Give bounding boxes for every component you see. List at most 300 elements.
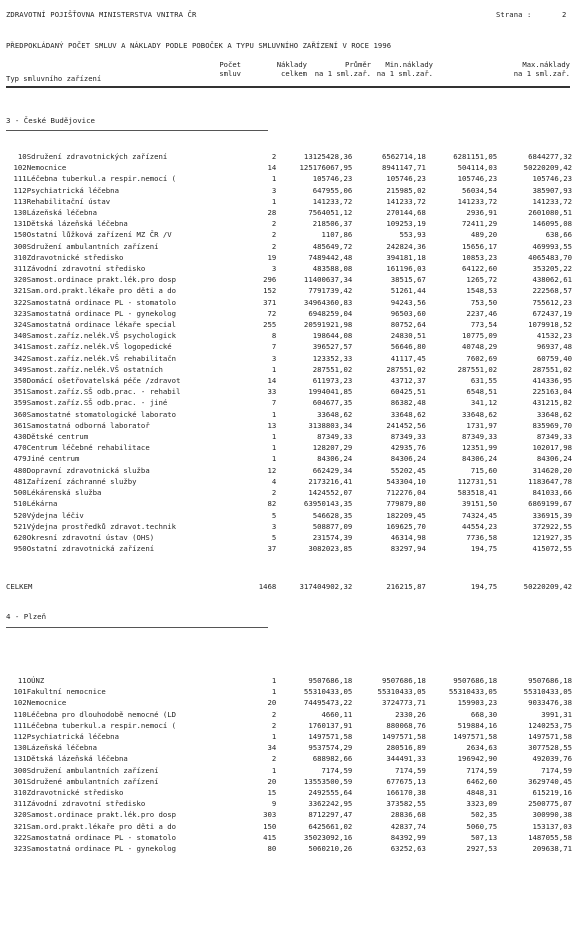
contract-count: 296 <box>263 275 277 285</box>
type-name: Nemocnice <box>26 698 67 708</box>
min-cost: 87349,33 <box>462 432 498 442</box>
type-name: Nemocnice <box>26 163 67 173</box>
max-cost: 102017,98 <box>532 443 572 453</box>
type-name: Fakultní nemocnice <box>26 687 106 697</box>
max-cost: 3629740,45 <box>528 776 572 786</box>
type-code: 430 <box>13 432 27 442</box>
contract-count: 82 <box>267 499 277 509</box>
max-cost: 209638,71 <box>532 844 572 854</box>
contract-count: 80 <box>267 844 277 854</box>
min-cost: 7602,69 <box>466 353 498 363</box>
total-costs: 688982,66 <box>312 754 353 764</box>
min-cost: 507,13 <box>470 832 498 842</box>
type-code: 131 <box>13 219 27 229</box>
total-costs: 128207,29 <box>312 443 353 453</box>
contract-count: 72 <box>267 308 277 318</box>
total-costs: 5060210,26 <box>308 844 353 854</box>
type-code: 500 <box>13 488 27 498</box>
type-name: Lázeňská léčebna <box>26 208 97 218</box>
type-name: Samost.zaříz.nelék.VŠ ostatních <box>26 364 163 374</box>
table-row <box>6 442 572 453</box>
table-row <box>6 409 572 420</box>
max-cost: 141233,72 <box>532 196 572 206</box>
min-cost: 502,35 <box>470 810 498 820</box>
contract-count: 4 <box>271 476 277 486</box>
type-code: 311 <box>13 264 27 274</box>
type-name: OÚNZ <box>26 676 45 685</box>
type-name: Psychiatrická léčebna <box>26 185 119 195</box>
table-row <box>6 196 572 207</box>
max-cost: 105746,23 <box>532 174 572 184</box>
average-cost: 51261,44 <box>390 286 426 296</box>
min-cost: 287551,02 <box>457 364 498 374</box>
average-cost: 60425,51 <box>390 387 426 397</box>
contract-count: 5 <box>271 532 277 542</box>
type-name: Zařízení záchranné služby <box>26 476 137 486</box>
average-cost: 24830,51 <box>390 331 426 341</box>
max-cost: 87349,33 <box>536 432 572 442</box>
max-cost: 121927,35 <box>532 532 572 542</box>
type-code: 112 <box>13 185 27 195</box>
header-rule <box>6 86 570 88</box>
max-cost: 372922,55 <box>532 521 572 531</box>
type-code: 11 <box>17 676 27 685</box>
max-cost: 415072,55 <box>532 544 572 554</box>
contract-count: 1 <box>271 454 277 464</box>
total-costs: 6948259,04 <box>308 308 353 318</box>
type-name: Samost.ordinace prakt.lék.pro dosp <box>26 275 177 285</box>
contract-count: 303 <box>263 810 277 820</box>
page-number: 2 <box>562 10 567 19</box>
col-costs: Náklady celkem <box>276 60 307 78</box>
contract-count: 2 <box>271 152 277 161</box>
contract-count: 3 <box>271 185 277 195</box>
total-costs: 1424552,07 <box>308 488 353 498</box>
type-name: Zdravotnické středisko <box>26 788 124 798</box>
min-cost: 159903,23 <box>457 698 498 708</box>
contract-count: 5 <box>271 510 277 520</box>
average-cost: 80752,64 <box>390 320 426 330</box>
table-row <box>6 465 572 476</box>
type-code: 359 <box>13 398 27 408</box>
type-name: Samostatná ordinace lékaře special <box>26 320 177 330</box>
min-cost: 6548,51 <box>466 387 498 397</box>
section-rule <box>6 130 268 131</box>
type-name: Rehabilitační ústav <box>26 196 111 206</box>
contract-count: 3 <box>271 521 277 531</box>
total-costs: 105746,23 <box>312 174 353 184</box>
col-type: Typ smluvního zařízení <box>6 74 102 83</box>
min-cost: 105746,23 <box>457 174 498 184</box>
max-cost: 835969,70 <box>532 420 572 430</box>
table-row <box>6 753 572 764</box>
type-code: 112 <box>13 732 27 742</box>
average-cost: 712276,04 <box>386 488 426 498</box>
type-name: Ostatní lůžková zařízení MZ ČR /V <box>26 230 172 240</box>
max-cost: 1079918,52 <box>528 320 572 330</box>
total-costs: 13125428,36 <box>303 152 353 161</box>
min-cost: 39151,50 <box>462 499 498 509</box>
contract-count: 152 <box>263 286 277 296</box>
table-row <box>6 185 572 196</box>
average-cost: 84306,24 <box>390 454 426 464</box>
min-cost: 84306,24 <box>462 454 498 464</box>
max-cost: 1487055,58 <box>528 832 572 842</box>
table-row <box>6 453 572 464</box>
type-code: 620 <box>13 532 27 542</box>
type-name: Domácí ošetřovatelská péče /zdravot <box>26 376 181 386</box>
average-cost: 373582,55 <box>386 799 426 809</box>
institution-name: ZDRAVOTNÍ POJIŠŤOVNA MINISTERSTVA VNITRA ČR <box>6 10 197 19</box>
type-code: 323 <box>13 844 27 854</box>
contract-count: 20 <box>267 698 277 708</box>
min-cost: 6462,60 <box>466 776 498 786</box>
total-costs: 287551,02 <box>312 364 353 374</box>
average-cost: 83297,94 <box>390 544 426 554</box>
contract-count: 371 <box>263 297 277 307</box>
average-cost: 43712,37 <box>390 376 426 386</box>
table-row <box>6 765 572 776</box>
type-name: Samostatná ordinace PL - gynekolog <box>26 844 177 854</box>
contract-count: 3 <box>271 353 277 363</box>
min-cost: 112731,51 <box>457 476 498 486</box>
col-avg: Průměr na 1 sml.zař. <box>314 60 371 78</box>
total-costs: 7489442,48 <box>308 252 353 262</box>
type-code: 351 <box>13 387 27 397</box>
type-code: 470 <box>13 443 27 453</box>
min-cost: 1497571,58 <box>453 732 498 742</box>
contract-count: 2 <box>271 230 277 240</box>
max-cost: 3991,31 <box>541 709 572 719</box>
type-name: Lékárenská služba <box>26 488 102 498</box>
table-row <box>6 476 572 487</box>
contract-count: 14 <box>267 376 277 386</box>
type-code: 300 <box>13 241 27 251</box>
type-code: 349 <box>13 364 27 374</box>
min-cost: 1548,53 <box>466 286 498 296</box>
type-name: Sam.ord.prakt.lékaře pro děti a do <box>26 286 177 296</box>
total-costs: 218506,37 <box>312 219 353 229</box>
max-cost: 146095,08 <box>532 219 572 229</box>
average-cost: 96503,60 <box>390 308 426 318</box>
total-costs: 63950143,35 <box>303 499 353 509</box>
contract-count: 255 <box>263 320 277 330</box>
average-cost: 216215,87 <box>386 582 426 591</box>
average-cost: 9507686,18 <box>381 676 426 685</box>
table-row <box>6 173 572 184</box>
average-cost: 86382,48 <box>390 398 426 408</box>
table-row <box>6 151 572 162</box>
type-name: Samostatná ordinace PL - gynekolog <box>26 308 177 318</box>
max-cost: 431215,82 <box>532 398 572 408</box>
total-costs: 317404902,32 <box>299 582 353 591</box>
total-costs: 1760137,91 <box>308 720 353 730</box>
max-cost: 2500775,07 <box>528 799 572 809</box>
type-name: Výdejna prostředků zdravot.technik <box>26 521 177 531</box>
total-costs: 4660,11 <box>321 709 353 719</box>
table-row <box>6 420 572 431</box>
table-row <box>6 252 572 263</box>
max-cost: 222568,57 <box>532 286 572 296</box>
type-name: Ostatní zdravotnická zařízení <box>26 544 155 554</box>
average-cost: 87349,33 <box>390 432 426 442</box>
table-row <box>6 798 572 809</box>
contract-count: 14 <box>267 163 277 173</box>
type-name: Samostatné stomatologické laborato <box>26 409 177 419</box>
type-code: 300 <box>13 765 27 775</box>
type-name: Samost.zaříz.nelék.VŠ logopedické <box>26 342 172 352</box>
table-row <box>6 843 572 854</box>
type-code: 350 <box>13 376 27 386</box>
contract-count: 13 <box>267 420 277 430</box>
table-row <box>6 397 572 408</box>
type-name: Psychiatrická léčebna <box>26 732 119 742</box>
contract-count: 8 <box>271 331 277 341</box>
total-costs: 11400637,34 <box>303 275 353 285</box>
min-cost: 55310433,05 <box>448 687 498 697</box>
max-cost: 287551,02 <box>532 364 572 374</box>
total-costs: 13553500,59 <box>303 776 353 786</box>
max-cost: 638,66 <box>545 230 572 240</box>
type-name: Léčebna tuberkul.a respir.nemocí ( <box>26 720 177 730</box>
average-cost: 287551,02 <box>386 364 426 374</box>
type-code: 102 <box>13 698 27 708</box>
type-name: Lékárna <box>26 499 58 509</box>
section2-table <box>6 675 572 854</box>
total-costs: 3082023,85 <box>308 544 353 554</box>
min-cost: 10775,09 <box>462 331 498 341</box>
total-costs: 74495473,22 <box>303 698 353 708</box>
average-cost: 109253,19 <box>386 219 426 229</box>
contract-count: 1 <box>271 196 277 206</box>
max-cost: 755612,23 <box>532 297 572 307</box>
table-row <box>6 162 572 173</box>
max-cost: 96937,48 <box>536 342 572 352</box>
table-row <box>6 274 572 285</box>
average-cost: 182209,45 <box>386 510 426 520</box>
table-row <box>6 675 572 686</box>
min-cost: 631,55 <box>470 376 498 386</box>
min-cost: 519884,16 <box>457 720 498 730</box>
total-costs: 55310433,05 <box>303 687 353 697</box>
min-cost: 1265,72 <box>466 275 498 285</box>
type-name: Lázeňská léčebna <box>26 743 97 753</box>
average-cost: 46314,98 <box>390 532 426 542</box>
type-name: Dětská lázeňská léčebna <box>26 754 128 764</box>
min-cost: 12351,99 <box>462 443 498 453</box>
min-cost: 668,30 <box>470 709 498 719</box>
average-cost: 394181,18 <box>386 252 426 262</box>
type-name: Samost.ordinace prakt.lék.pro dosp <box>26 810 177 820</box>
type-code: 130 <box>13 743 27 753</box>
contract-count: 2 <box>271 219 277 229</box>
min-cost: 3323,09 <box>466 799 498 809</box>
contract-count: 7 <box>271 398 277 408</box>
type-code: 324 <box>13 320 27 330</box>
min-cost: 5060,75 <box>466 821 498 831</box>
total-costs: 2173216,41 <box>308 476 353 486</box>
contract-count: 150 <box>263 821 277 831</box>
page-label: Strana : <box>496 10 532 19</box>
max-cost: 7174,59 <box>541 765 572 775</box>
max-cost: 438062,61 <box>532 275 572 285</box>
total-costs: 35023092,16 <box>303 832 353 842</box>
type-name: Sdružení ambulantních zařízení <box>26 765 159 775</box>
average-cost: 28836,68 <box>390 810 426 820</box>
average-cost: 161196,03 <box>386 264 426 274</box>
max-cost: 1497571,58 <box>528 732 572 742</box>
average-cost: 880068,76 <box>386 720 426 730</box>
average-cost: 84392,99 <box>390 832 426 842</box>
table-row <box>6 308 572 319</box>
max-cost: 300990,38 <box>532 810 572 820</box>
type-code: 102 <box>13 163 27 173</box>
section1-table <box>6 151 572 554</box>
table-row <box>6 787 572 798</box>
average-cost: 56646,80 <box>390 342 426 352</box>
total-costs: 198644,08 <box>312 331 353 341</box>
average-cost: 241452,56 <box>386 420 426 430</box>
average-cost: 344491,33 <box>386 754 426 764</box>
total-costs: 123352,33 <box>312 353 353 363</box>
max-cost: 84306,24 <box>536 454 572 464</box>
type-code: 113 <box>13 196 27 206</box>
col-count: Počet smluv <box>219 60 241 78</box>
type-code: 110 <box>13 709 27 719</box>
type-code: 10 <box>17 152 27 161</box>
max-cost: 33648,62 <box>536 409 572 419</box>
total-row <box>6 581 572 592</box>
min-cost: 1731,97 <box>466 420 498 430</box>
max-cost: 314620,20 <box>532 465 572 475</box>
min-cost: 9507686,18 <box>453 676 498 685</box>
min-cost: 2634,63 <box>466 743 498 753</box>
contract-count: 37 <box>267 544 277 554</box>
table-row <box>6 353 572 364</box>
total-costs: 508877,09 <box>312 521 353 531</box>
table-row <box>6 241 572 252</box>
table-row <box>6 776 572 787</box>
average-cost: 55310433,05 <box>377 687 426 697</box>
contract-count: 1 <box>271 432 277 442</box>
contract-count: 9 <box>271 799 277 809</box>
table-row <box>6 821 572 832</box>
total-costs: 7174,59 <box>321 765 353 775</box>
contract-count: 1 <box>271 364 277 374</box>
type-code: 320 <box>13 810 27 820</box>
contract-count: 2 <box>271 709 277 719</box>
total-costs: 84306,24 <box>317 454 353 464</box>
average-cost: 169625,70 <box>386 521 426 531</box>
type-code: 322 <box>13 297 27 307</box>
contract-count: 1 <box>271 676 277 685</box>
contract-count: 2 <box>271 754 277 764</box>
total-costs: 546628,35 <box>312 510 353 520</box>
type-name: Sdružené ambulantních zařízení <box>26 776 159 786</box>
min-cost: 194,75 <box>470 582 498 591</box>
min-cost: 64122,60 <box>462 264 498 274</box>
total-costs: 396527,57 <box>312 342 353 352</box>
min-cost: 196942,90 <box>457 754 498 764</box>
total-label: CELKEM <box>6 582 33 591</box>
contract-count: 1 <box>271 409 277 419</box>
type-code: 342 <box>13 353 27 363</box>
max-cost: 414336,95 <box>532 376 572 386</box>
type-name: Sdružení ambulantních zařízení <box>26 241 159 251</box>
contract-count: 3 <box>271 264 277 274</box>
min-cost: 2237,46 <box>466 308 498 318</box>
table-row <box>6 431 572 442</box>
min-cost: 2927,53 <box>466 844 498 854</box>
average-cost: 677675,13 <box>386 776 426 786</box>
type-name: Samost.zaříz.SŠ odb.prac. - rehabil <box>26 387 181 397</box>
table-row <box>6 285 572 296</box>
max-cost: 6869199,67 <box>528 499 572 509</box>
type-name: Centrum léčebné rehabilitace <box>26 443 150 453</box>
table-row <box>6 697 572 708</box>
max-cost: 3077528,55 <box>528 743 572 753</box>
average-cost: 94243,56 <box>390 297 426 307</box>
type-name: Jiné centrum <box>26 454 80 464</box>
max-cost: 9507686,18 <box>528 676 572 685</box>
type-name: Závodní zdravotní středisko <box>26 799 146 809</box>
contract-count: 12 <box>267 465 277 475</box>
total-costs: 33648,62 <box>317 409 353 419</box>
average-cost: 280516,89 <box>386 743 426 753</box>
type-code: 361 <box>13 420 27 430</box>
average-cost: 2330,26 <box>395 709 426 719</box>
total-costs: 34964360,83 <box>303 297 353 307</box>
min-cost: 194,75 <box>470 544 498 554</box>
table-row <box>6 521 572 532</box>
type-code: 111 <box>13 174 27 184</box>
contract-count: 33 <box>267 387 277 397</box>
total-costs: 231574,39 <box>312 532 353 542</box>
type-code: 310 <box>13 252 27 262</box>
average-cost: 42837,74 <box>390 821 426 831</box>
max-cost: 385907,93 <box>532 185 572 195</box>
average-cost: 215985,02 <box>386 185 426 195</box>
type-code: 481 <box>13 476 27 486</box>
type-code: 479 <box>13 454 27 464</box>
type-name: Dětské centrum <box>26 432 89 442</box>
average-cost: 7174,59 <box>395 765 426 775</box>
contract-count: 2 <box>271 720 277 730</box>
type-code: 521 <box>13 521 27 531</box>
max-cost: 50220209,42 <box>523 582 572 591</box>
table-row <box>6 263 572 274</box>
type-code: 130 <box>13 208 27 218</box>
section-title-ceske-budejovice: 3 - České Budějovice <box>6 116 95 125</box>
max-cost: 469993,55 <box>532 241 572 251</box>
min-cost: 2936,91 <box>466 208 498 218</box>
table-row <box>6 731 572 742</box>
total-costs: 9507686,18 <box>308 676 353 685</box>
max-cost: 225163,04 <box>532 387 572 397</box>
type-code: 321 <box>13 821 27 831</box>
type-code: 322 <box>13 832 27 842</box>
average-cost: 141233,72 <box>386 196 426 206</box>
min-cost: 7174,59 <box>466 765 498 775</box>
average-cost: 543304,10 <box>386 476 426 486</box>
min-cost: 40748,29 <box>462 342 498 352</box>
min-cost: 141233,72 <box>457 196 498 206</box>
type-code: 111 <box>13 720 27 730</box>
type-code: 340 <box>13 331 27 341</box>
table-row <box>6 229 572 240</box>
type-name: Dětská lázeňská léčebna <box>26 219 128 229</box>
type-code: 101 <box>13 687 27 697</box>
